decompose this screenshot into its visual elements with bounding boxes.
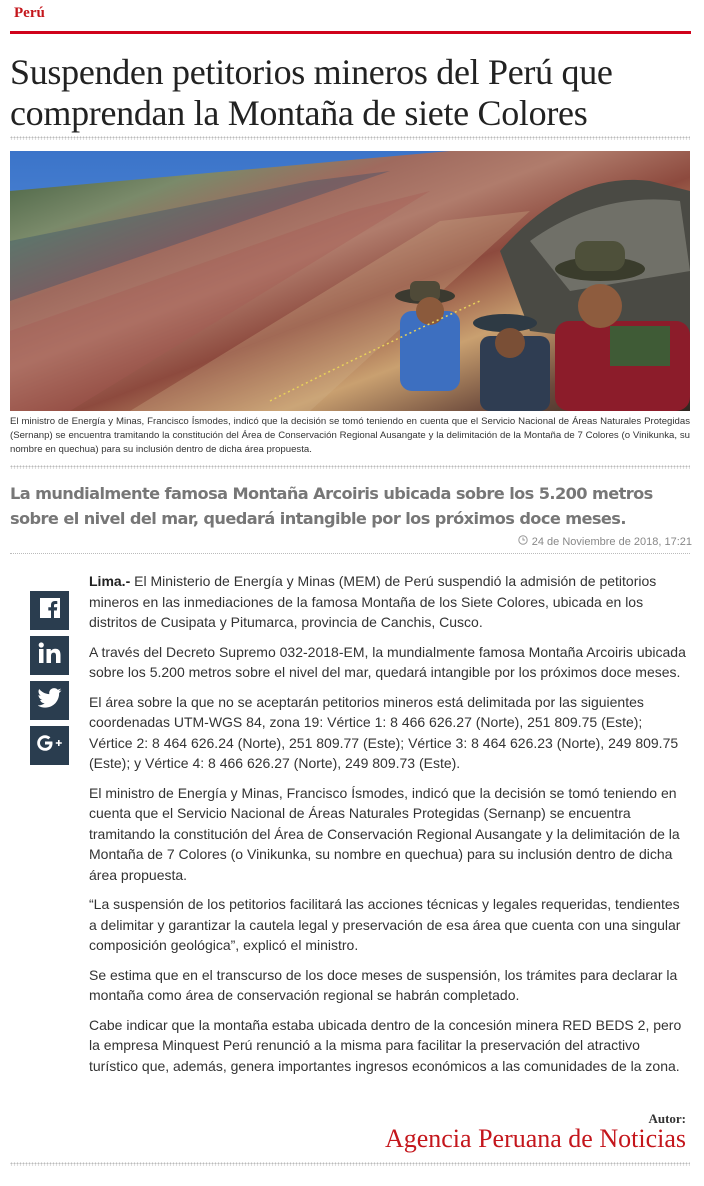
paragraph: El área sobre la que no se aceptarán petitorios mineros está delimitada por las siguientes coordenadas UTM-WGS 84, zona 19: Vértice 1: 8 466 626.27 (Norte), 251 809.75 (Este); Vértice 2: 8 464 626.24 (Norte), 251 809.77 (Este); Vértice 3: 8 464 626.23 (Norte), 249 809.75 (Este); y Vértice 4: 8 466 626.27 (Norte), 249 809.73 (Este). — [89, 693, 679, 771]
caption-divider — [10, 465, 690, 469]
publish-date-text: 24 de Noviembre de 2018, 17:21 — [531, 535, 692, 548]
author-name[interactable]: Agencia Peruana de Noticias — [384, 1124, 686, 1153]
share-twitter-button[interactable] — [30, 681, 69, 720]
article-lead: La mundialmente famosa Montaña Arcoiris ubicada sobre los 5.200 metros sobre el nivel del mar, quedará intangible por los próximos doce meses. — [10, 484, 653, 528]
footer-divider — [10, 1162, 690, 1166]
article-body — [89, 571, 687, 1085]
paragraph-text: El Ministerio de Energía y Minas (MEM) de Perú suspendió la admisión de petitorios mineros en las inmediaciones de la famosa Montaña de los Siete Colores, ubicada en los distritos de Cusipata y Pitumarca, provincia de Canchis, Cusco. — [89, 573, 657, 630]
paragraph: A través del Decreto Supremo 032-2018-EM, la mundialmente famosa Montaña Arcoiris ubicada sobre los 5.200 metros sobre el nivel del mar, quedará intangible por los próximos doce meses. — [89, 643, 686, 680]
paragraph: “La suspensión de los petitorios facilitará las acciones técnicas y legales requeridas, tendientes a delimitar y garantizar la cautela legal y preservación de esa área que cuenta con una singular composición geológica”, explicó el ministro. — [89, 896, 681, 953]
article-title: Suspenden petitorios mineros del Perú que comprendan la Montaña de siete Colores — [10, 52, 613, 133]
paragraph — [89, 571, 687, 633]
paragraph: Cabe indicar que la montaña estaba ubicada dentro de la concesión minera RED BEDS 2, pero la empresa Minquest Perú renunció a la misma para facilitar la preservación del atractivo turístico que, además, genera importantes ingresos económicos a las comunidades de la zona. — [89, 1016, 682, 1074]
figure-left — [395, 281, 460, 391]
section-link-peru[interactable]: Perú — [14, 5, 45, 21]
linkedin-icon — [38, 642, 62, 669]
paragraph: El ministro de Energía y Minas, Francisco Ísmodes, indicó que la decisión se tomó teniendo en cuenta que el Servicio Nacional de Áreas Naturales Protegidas (Sernanp) se encuentra tramitando la constitución del Área de Conservación Regional Ausangate y la delimitación de la Montaña de 7 Colores (o Vinikunka, su nombre en quechua) para su inclusión dentro de dicha área propuesta. — [89, 784, 680, 883]
paragraph: Se estima que en el transcurso de los doce meses de suspensión, los trámites para declarar la montaña como área de conservación regional se habrán completado. — [89, 966, 678, 1003]
author-label: Autor: — [648, 1111, 686, 1126]
google-plus-icon — [37, 735, 63, 756]
dateline: Lima.- — [89, 573, 131, 589]
facebook-icon — [39, 597, 61, 624]
publish-date — [518, 535, 692, 548]
clock-icon — [518, 535, 528, 548]
article-photo — [10, 151, 690, 411]
twitter-icon — [38, 688, 62, 713]
section-header — [10, 0, 691, 34]
title-divider — [10, 136, 690, 140]
share-linkedin-button[interactable] — [30, 636, 69, 675]
date-divider — [10, 553, 690, 554]
share-google-plus-button[interactable] — [30, 726, 69, 765]
share-facebook-button[interactable] — [30, 591, 69, 630]
photo-caption: El ministro de Energía y Minas, Francisco Ísmodes, indicó que la decisión se tomó teniendo en cuenta que el Servicio Nacional de Áreas Naturales Protegidas (Sernanp) se encuentra tramitando la constitución del Área de Conservación Regional Ausangate y la delimitación de la Montaña de 7 Colores (o Vinikunka, su nombre en quechua) para su inclusión dentro de dicha área propuesta. — [10, 416, 690, 455]
